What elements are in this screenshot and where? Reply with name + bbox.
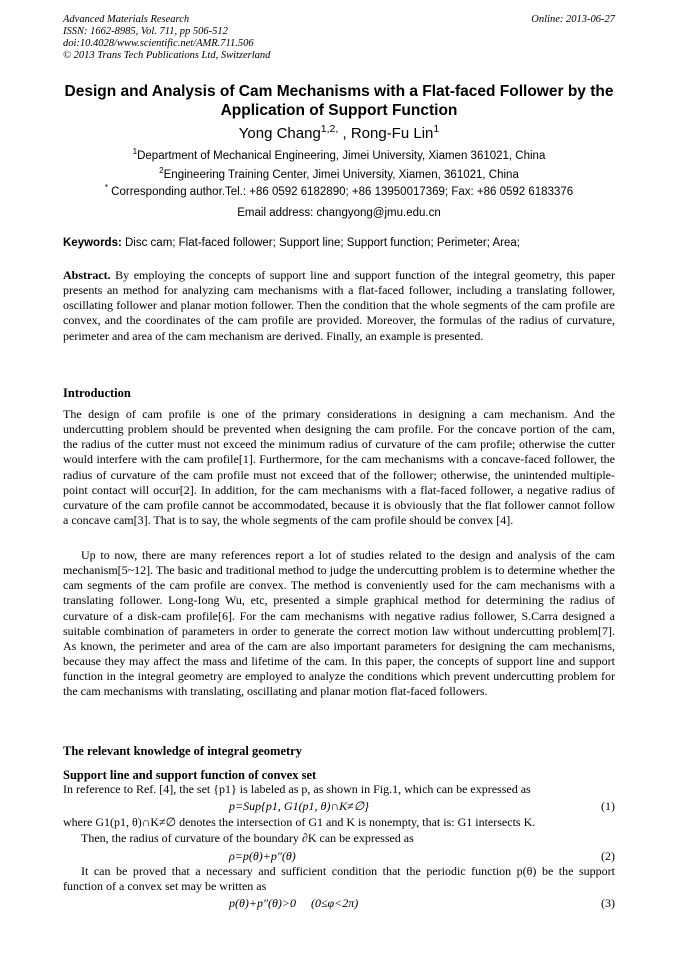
online-date: Online: 2013-06-27 [531,14,615,25]
author-superscript: 1 [433,123,440,135]
author-name: Rong-Fu Lin [350,125,434,142]
affiliation-text: Corresponding author.Tel.: +86 0592 6182890; +86 13950017369; Fax: +86 0592 6183376 [107,186,574,198]
equation-number: (2) [601,849,615,863]
keywords-text: Disc cam; Flat-faced follower; Support line; Support function; Perimeter; Area; [121,237,521,249]
affiliation-marker: 1 [132,147,138,157]
affiliation-marker: * [104,183,108,193]
abstract-label: Abstract. [63,268,111,282]
author-line [0,125,678,142]
keywords-label: Keywords: [63,237,122,249]
affiliation-text: Department of Mechanical Engineering, Jimei University, Xiamen 361021, China [137,150,546,162]
copyright-line: © 2013 Trans Tech Publications Ltd, Switzerland [63,50,271,61]
author-superscript: 1,2, [320,123,339,135]
subsection-heading: Support line and support function of convex set [63,768,317,782]
doi-line: doi:10.4028/www.scientific.net/AMR.711.506 [63,38,254,49]
section-paragraph: In reference to Ref. [4], the set {p1} is labeled as p, as shown in Fig.1, which can be expressed as [63,782,531,796]
section-paragraph: It can be proved that a necessary and sufficient condition that the periodic function p(θ) be the support function of a convex set may be written as [63,864,615,894]
equation-number: (1) [601,799,615,813]
equation-text: p(θ)+p″(θ)>0 (0≤φ<2π) [229,896,359,910]
email-line: Email address: changyong@jmu.edu.cn [237,207,441,219]
abstract [63,268,615,344]
intro-heading: Introduction [63,386,131,400]
author-separator: , [338,125,351,142]
abstract-text: By employing the concepts of support line and support function of the integral geometry, this paper presents an method for analyzing cam mechanisms with a flat-faced follower, including a translating follower, oscillating follower and planar motion follower. Then the condition that the whole segments of the cam profile are convex, and the coordinates of the cam profile are provided. Moreover, the formulas of the radius of curvature, perimeter and area of the cam mechanism are derived. Finally, an example is presented. [63,268,615,343]
affiliation-1 [0,147,678,162]
equation-number: (3) [601,896,615,910]
affiliation-text: Engineering Training Center, Jimei University, Xiamen, 361021, China [163,169,519,181]
running-header [63,14,615,62]
corresponding-author [0,183,678,198]
journal-name: Advanced Materials Research [63,14,190,25]
issn-line: ISSN: 1662-8985, Vol. 711, pp 506-512 [63,26,228,37]
affiliation-2 [0,166,678,181]
equation-text: p=Sup{p1, G1(p1, θ)∩K≠∅} [229,799,369,813]
intro-paragraph-2: Up to now, there are many references report a lot of studies related to the design and analysis of the cam mechanism[5~12]. The basic and traditional method to judge the undercutting problem is to determine whether the cam segments of the cam profile are convex. The method is conveniently used for the cam mechanisms with a translating follower. Long-Iong Wu, etc, presented a simple graphical method for determining the radius of curvature of a disk-cam profile[6]. For the cam mechanisms with negative radius follower, S.Carra designed a suitable combination of parameters in order to generate the correct motion law without undercutting problem[7]. As known, the perimeter and area of the cam are also important parameters for designing the cam mechanisms, because they may affect the mass and lifetime of the cam. In this paper, the concepts of support line and support function in the integral geometry are employed to analyze the conditions which prevent undercutting problem for the cam mechanisms with translating, oscillating and planar motion flat-faced followers. [63,548,615,699]
section-heading: The relevant knowledge of integral geometry [63,744,302,758]
keywords [63,237,615,249]
affiliation-marker: 2 [159,166,164,176]
paper-title: Design and Analysis of Cam Mechanisms with a Flat-faced Follower by the Application of Support Function [64,83,614,119]
section-paragraph: where G1(p1, θ)∩K≠∅ denotes the intersection of G1 and K is nonempty, that is: G1 intersects K. [63,815,536,829]
section-paragraph: Then, the radius of curvature of the boundary ∂K can be expressed as [81,831,414,845]
equation-text: ρ=p(θ)+p″(θ) [229,849,296,863]
intro-paragraph-1: The design of cam profile is one of the primary considerations in designing a cam mechanism. And the undercutting problem should be prevented when designing the cam profile. For the concave portion of the cam, the radius of the cutter must not exceed the minimum radius of curvature of the cam profile; otherwise the cutter would interfere with the cam profile[1]. Furthermore, for the cam mechanisms with a concave-faced follower, the radius of curvature of the cam profile must not exceed that of the follower; otherwise, the unintended multiple-point contact will occur[2]. In addition, for the cam mechanisms with a flat-faced follower, a negative radius of curvature of the cam profile cannot be accommodated, because it is obviously that the flat follower cannot follow a concave cam[3]. That is to say, the whole segments of the cam profile should be convex [4]. [63,407,615,528]
author-name: Yong Chang [238,125,321,142]
